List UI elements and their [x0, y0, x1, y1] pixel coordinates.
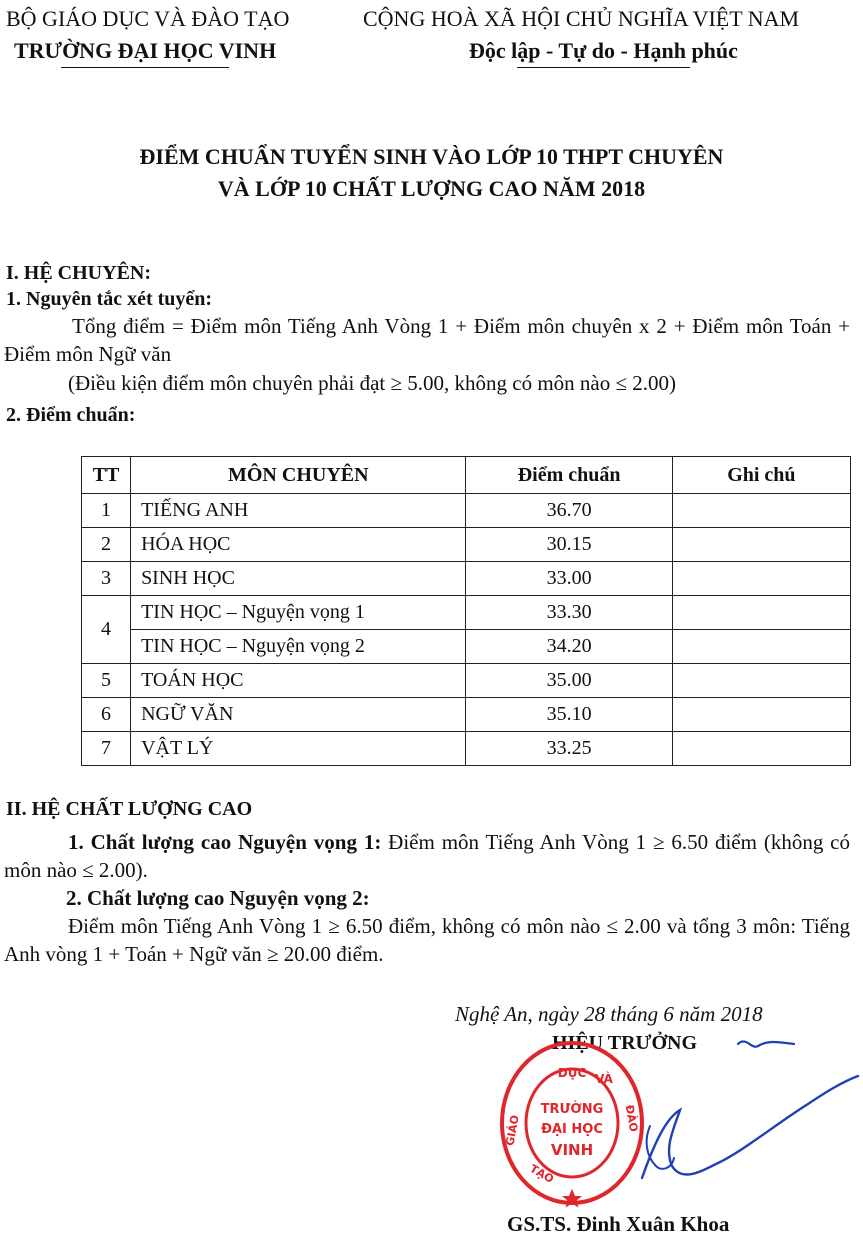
stamp-center-line2: ĐẠI HỌC	[541, 1122, 603, 1137]
national-motto	[469, 38, 738, 64]
row-subject: TIẾNG ANH	[131, 494, 466, 528]
row-note	[672, 562, 850, 596]
item1-label: 1. Chất lượng cao Nguyện vọng 1:	[68, 830, 382, 854]
formula-text: Tổng điểm = Điểm môn Tiếng Anh Vòng 1 + Điểm môn chuyên x 2 + Điểm môn Toán + Điểm môn Ngữ văn	[4, 314, 850, 366]
table-row	[82, 596, 851, 630]
row-score: 35.00	[466, 664, 672, 698]
document-title-line1: ĐIỂM CHUẨN TUYỂN SINH VÀO LỚP 10 THPT CHUYÊN	[139, 144, 724, 169]
row-tt: 6	[82, 698, 131, 732]
cutoff-score-table	[81, 456, 851, 766]
header-tt: TT	[82, 457, 131, 494]
place-date: Nghệ An, ngày 28 tháng 6 năm 2018	[455, 1002, 763, 1026]
stamp-center-line1: TRƯỜNG	[540, 1102, 604, 1117]
stamp-ring-text-1: DỤC	[557, 1066, 587, 1080]
stamp-center-line3: VINH	[550, 1141, 594, 1159]
section2-item1	[4, 828, 850, 884]
header-subject: MÔN CHUYÊN	[131, 457, 466, 494]
signer-role: HIỆU TRƯỞNG	[552, 1032, 698, 1054]
row-subject: TIN HỌC – Nguyện vọng 1	[131, 596, 466, 630]
row-subject: SINH HỌC	[131, 562, 466, 596]
row-note	[672, 698, 850, 732]
table-header-row	[82, 457, 851, 494]
stamp-ring-text-0: GIÁO	[503, 1113, 522, 1147]
signer-name: GS.TS. Đinh Xuân Khoa	[507, 1212, 730, 1236]
row-score: 35.10	[466, 698, 672, 732]
section2-heading: II. HỆ CHẤT LƯỢNG CAO	[6, 798, 253, 820]
header-note: Ghi chú	[672, 457, 850, 494]
document-title-line2: VÀ LỚP 10 CHẤT LƯỢNG CAO NĂM 2018	[217, 176, 646, 201]
row-tt: 5	[82, 664, 131, 698]
row-subject: NGỮ VĂN	[131, 698, 466, 732]
row-note	[672, 664, 850, 698]
row-subject: VẬT LÝ	[131, 732, 466, 766]
row-note	[672, 630, 850, 664]
table-row	[82, 494, 851, 528]
header-score: Điểm chuẩn	[466, 457, 672, 494]
section1-heading: I. HỆ CHUYÊN:	[6, 262, 152, 284]
table-row	[82, 562, 851, 596]
row-tt: 7	[82, 732, 131, 766]
signature-stroke-top	[738, 1041, 794, 1046]
university-name-text: TRƯỜNG ĐẠI HỌC VINH	[14, 38, 277, 63]
row-tt: 1	[82, 494, 131, 528]
row-note	[672, 494, 850, 528]
section1-sub1: 1. Nguyên tắc xét tuyển:	[6, 288, 213, 310]
row-score: 33.30	[466, 596, 672, 630]
signature-stroke-main	[642, 1076, 858, 1178]
row-score: 33.25	[466, 732, 672, 766]
row-tt: 4	[82, 596, 131, 664]
table-row	[82, 732, 851, 766]
row-subject: TIN HỌC – Nguyện vọng 2	[131, 630, 466, 664]
section1-sub2: 2. Điểm chuẩn:	[6, 404, 136, 426]
condition-text: (Điều kiện điểm môn chuyên phải đạt ≥ 5.00, không có môn nào ≤ 2.00)	[68, 371, 677, 395]
signature-scribble	[620, 1030, 863, 1200]
stamp-ring-text-3: ĐÀO	[622, 1103, 641, 1133]
table-row	[82, 664, 851, 698]
row-note	[672, 732, 850, 766]
ministry-name: BỘ GIÁO DỤC VÀ ĐÀO TẠO	[6, 6, 290, 31]
table-row	[82, 698, 851, 732]
item1-text: Điểm môn Tiếng Anh Vòng 1 ≥ 6.50 điểm (không có môn nào ≤ 2.00).	[4, 830, 850, 882]
table-row	[82, 630, 851, 664]
stamp-ring-text-4: TẠO	[527, 1161, 556, 1186]
item2-label: 2. Chất lượng cao Nguyện vọng 2:	[66, 886, 370, 910]
row-tt: 3	[82, 562, 131, 596]
row-score: 30.15	[466, 528, 672, 562]
row-note	[672, 528, 850, 562]
stamp-ring-text-2: VÀ	[595, 1072, 613, 1086]
table-row	[82, 528, 851, 562]
national-motto-text: Độc lập - Tự do - Hạnh phúc	[469, 38, 738, 63]
row-subject: HÓA HỌC	[131, 528, 466, 562]
row-note	[672, 596, 850, 630]
country-name: CỘNG HOÀ XÃ HỘI CHỦ NGHĨA VIỆT NAM	[363, 6, 800, 31]
university-name	[14, 38, 276, 64]
row-score: 36.70	[466, 494, 672, 528]
row-score: 34.20	[466, 630, 672, 664]
row-tt: 2	[82, 528, 131, 562]
item2-text: Điểm môn Tiếng Anh Vòng 1 ≥ 6.50 điểm, không có môn nào ≤ 2.00 và tổng 3 môn: Tiếng Anh vòng 1 + Toán + Ngữ văn ≥ 20.00 điểm.	[4, 914, 850, 966]
row-score: 33.00	[466, 562, 672, 596]
row-subject: TOÁN HỌC	[131, 664, 466, 698]
